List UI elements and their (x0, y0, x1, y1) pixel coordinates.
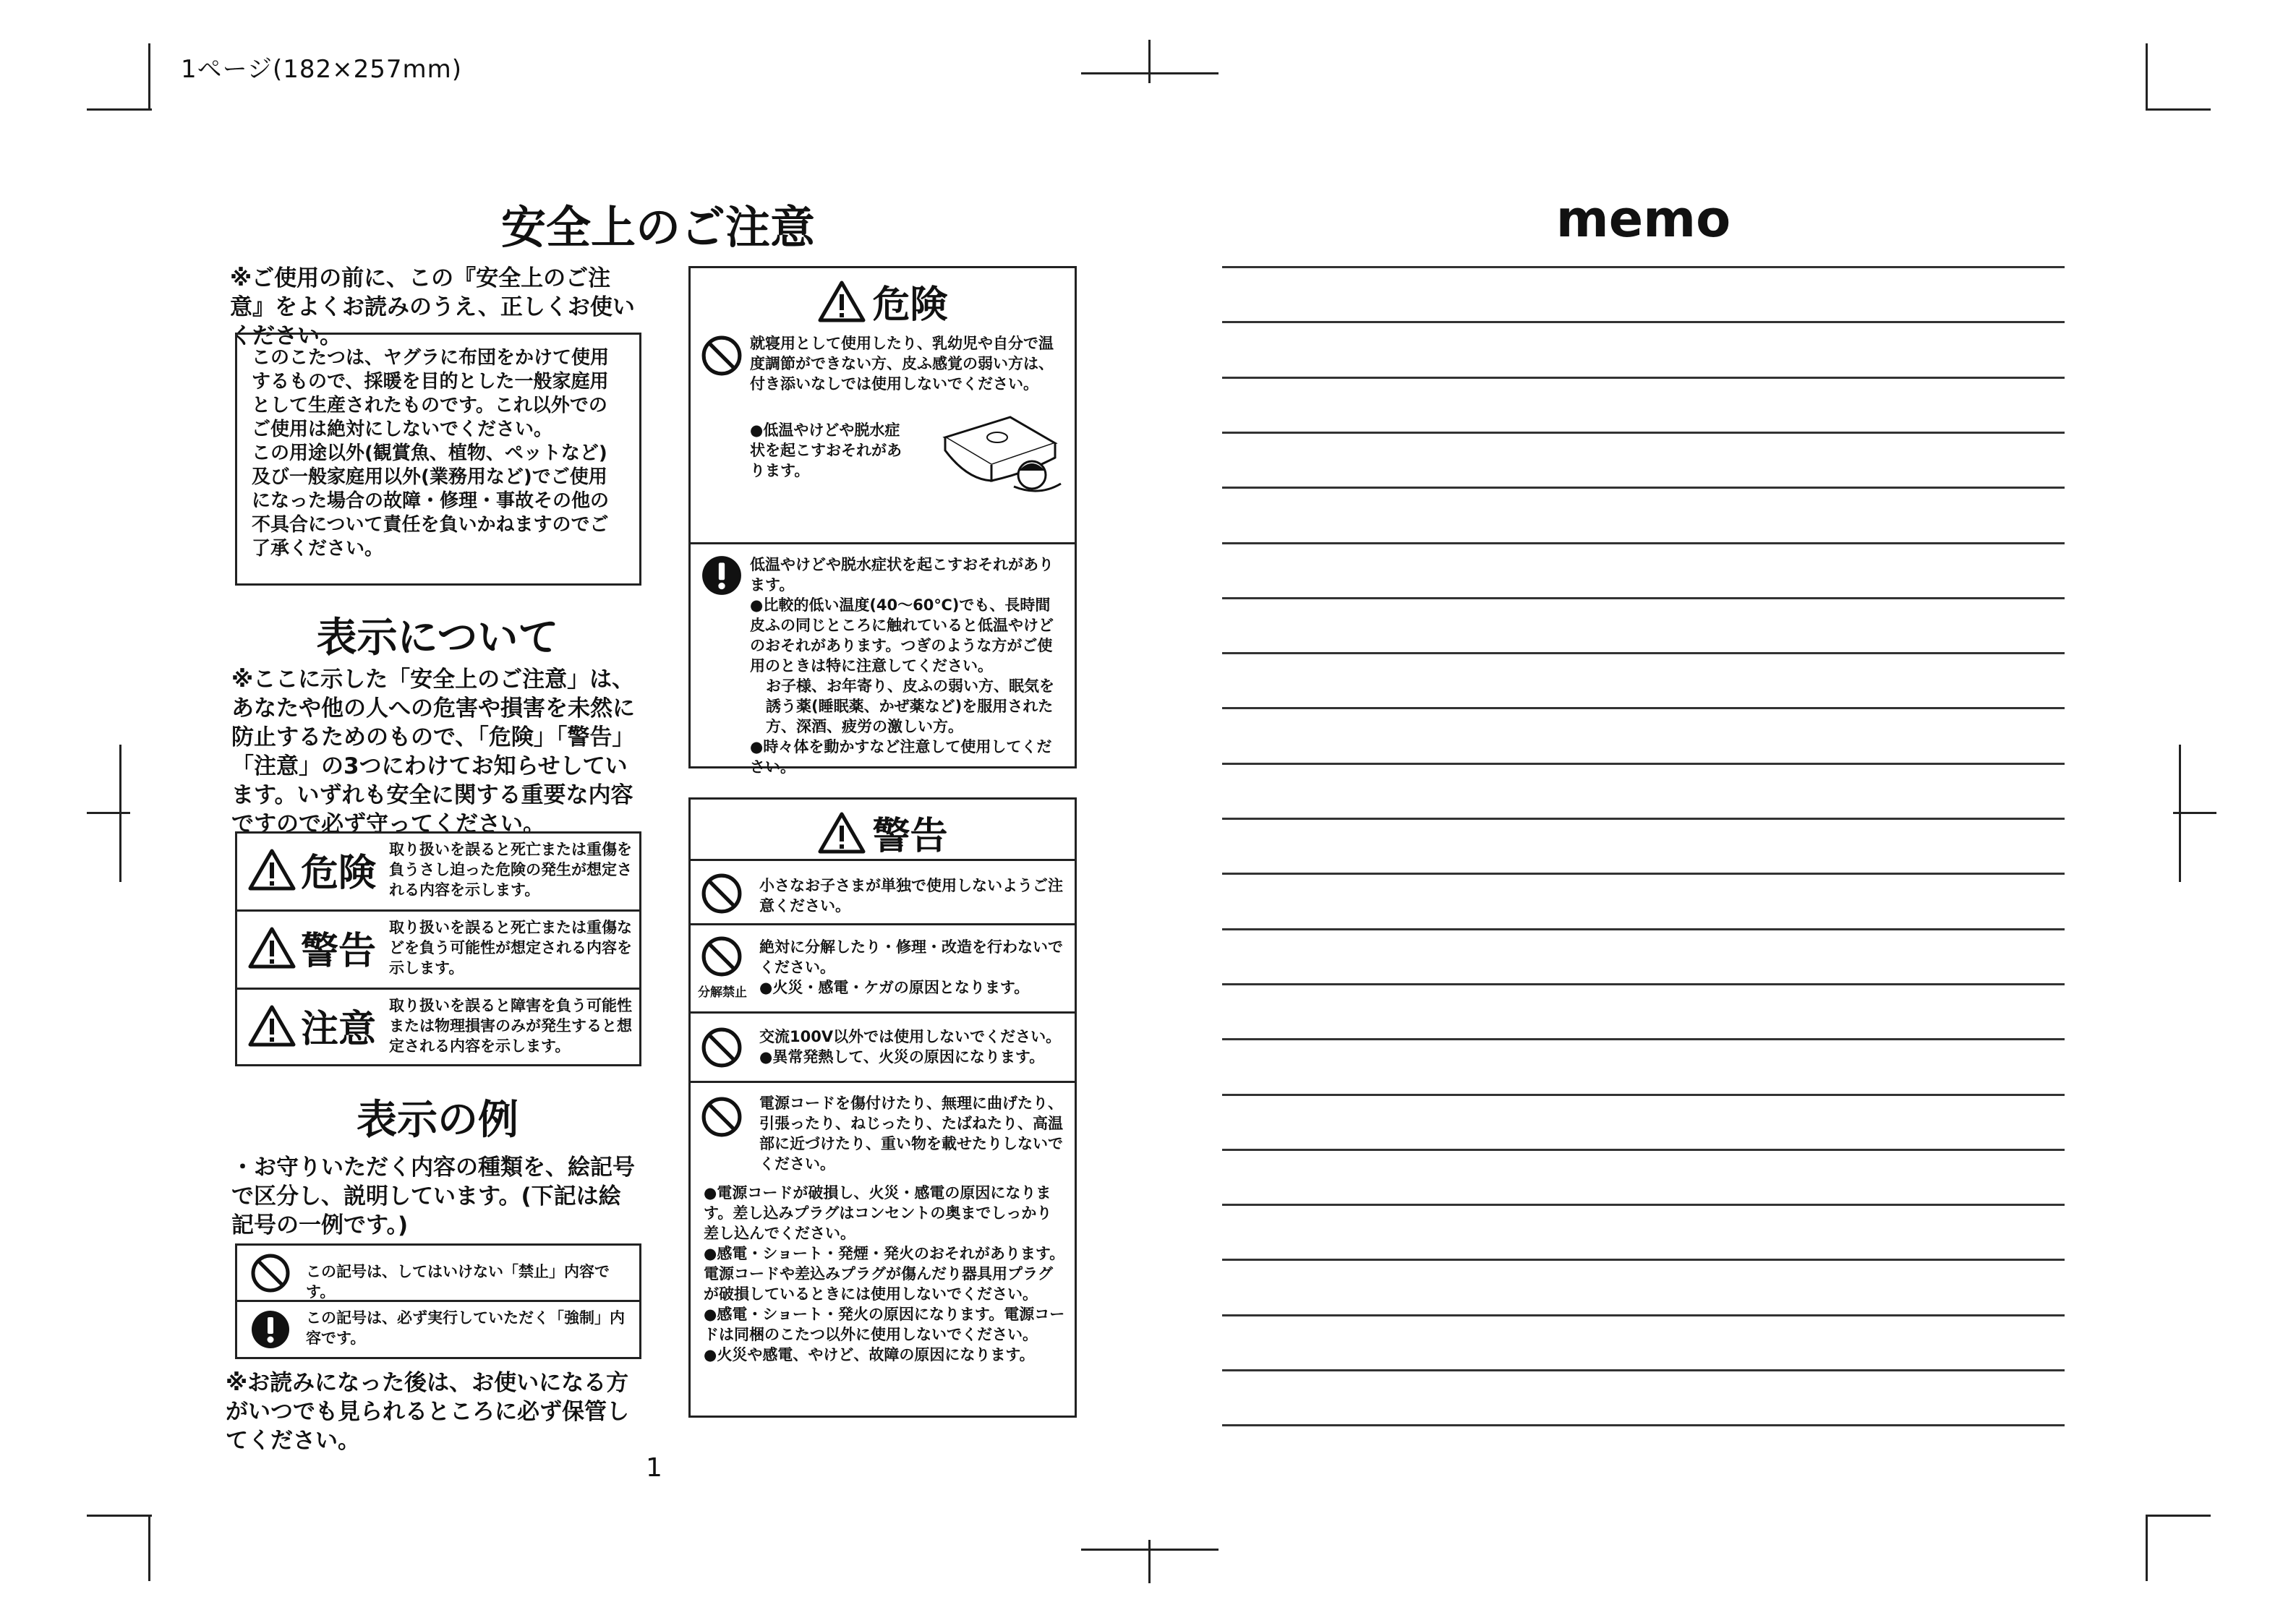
example-text: ・お守りいただく内容の種類を、絵記号で区分し、説明しています。(下記は絵記号の一例です。) (231, 1155, 635, 1238)
danger-section (691, 327, 1075, 544)
warning-section (691, 1083, 1075, 1417)
signal-desc: 取り扱いを誤ると死亡または重傷などを負う可能性が想定される内容を示します。 (389, 919, 632, 977)
signal-row-caution (237, 990, 639, 1066)
signal-word-table (235, 831, 641, 1066)
memo-rule-line (1222, 818, 2065, 820)
memo-rule-line (1222, 487, 2065, 489)
memo-rule-line (1222, 707, 2065, 709)
danger-box (688, 266, 1077, 776)
purpose-box (235, 333, 641, 586)
signal-word: 危険 (301, 852, 377, 895)
intro-text: ※ご使用の前に、この『安全上のご注意』をよくお読みのうえ、正しくお使いください。 (230, 265, 635, 349)
memo-rule-line (1222, 1314, 2065, 1316)
memo-rule-line (1222, 377, 2065, 379)
signal-desc: 取り扱いを誤ると障害を負う可能性または物理損害のみが発生すると想定される内容を示します。 (389, 997, 632, 1055)
memo-rule-line (1222, 873, 2065, 875)
memo-rule-line (1222, 983, 2065, 985)
danger-bullet: ●比較的低い温度(40〜60℃)でも、長時間皮ふの同じところに触れていると低温やけどのおそれがあります。つぎのような方がご使用のときは特に注意してください。 (750, 596, 1054, 675)
signal-word: 警告 (301, 930, 377, 973)
signal-word: 注意 (301, 1008, 377, 1051)
symbol-row-prohibition (237, 1246, 639, 1302)
warning-triangle-icon (817, 280, 866, 323)
warning-title: 警告 (872, 815, 948, 858)
safety-title: 安全上のご注意 (500, 201, 815, 254)
warning-bullet: ●電源コードが破損し、火災・感電の原因になります。差し込みプラグはコンセントの奥までしっかり差し込んでください。 (704, 1184, 1052, 1242)
signal-desc: 取り扱いを誤ると死亡または重傷を負うさし迫った危険の発生が想定される内容を示します。 (389, 841, 632, 899)
prohibition-icon (701, 873, 743, 915)
crop-mark (87, 108, 152, 111)
crop-mark (148, 43, 150, 110)
prohibition-icon (701, 1096, 743, 1138)
crop-mark (1081, 72, 1219, 74)
memo-rule-line (1222, 763, 2065, 765)
warning-triangle-icon (247, 926, 296, 969)
mandatory-icon (250, 1309, 291, 1350)
page-header-label: 1ページ(182×257mm) (181, 55, 463, 84)
crop-mark (2146, 1515, 2148, 1581)
warning-bullet: ●感電・ショート・発煙・発火のおそれがあります。電源コードや差込みプラグが傷んだり器具用プラグが破損しているときには使用しないでください。 (704, 1245, 1065, 1303)
danger-text: 低温やけどや脱水症状を起こすおそれがあります。 (750, 556, 1054, 594)
warning-section (691, 859, 1075, 925)
warning-triangle-icon (817, 811, 866, 855)
danger-title: 危険 (872, 283, 948, 327)
warning-text: 小さなお子さまが単独で使用しないようご注意ください。 (759, 877, 1063, 915)
memo-rule-line (1222, 432, 2065, 434)
crop-mark (2173, 812, 2216, 814)
warning-triangle-icon (247, 1004, 296, 1048)
mandatory-icon (701, 554, 743, 596)
memo-rule-line (1222, 1204, 2065, 1206)
memo-title: memo (1555, 189, 1731, 249)
display-title: 表示について (316, 614, 559, 661)
warning-bullet: ●感電・ショート・発火の原因になります。電源コードは同梱のこたつ以外に使用しないでください。 (704, 1306, 1065, 1343)
warning-title-row (691, 805, 1075, 860)
example-title: 表示の例 (357, 1097, 518, 1144)
signal-row-warning (237, 912, 639, 990)
memo-rule-line (1222, 266, 2065, 268)
warning-section (691, 925, 1075, 1014)
danger-title-row (691, 274, 1075, 328)
memo-rule-line (1222, 542, 2065, 544)
memo-rule-line (1222, 928, 2065, 930)
crop-mark (2146, 1515, 2211, 1517)
kotatsu-illustration (931, 408, 1065, 501)
warning-text: 電源コードを傷付けたり、無理に曲げたり、引張ったり、ねじったり、たばねたり、高温部に近づけたり、重い物を載せたりしないでください。 (759, 1095, 1063, 1173)
danger-text: 就寝用として使用したり、乳幼児や自分で温度調節ができない方、皮ふ感覚の弱い方は、付き添いなしでは使用しないでください。 (750, 335, 1054, 393)
symbol-desc: この記号は、必ず実行していただく「強制」内容です。 (306, 1309, 625, 1347)
crop-mark (2146, 43, 2148, 110)
danger-bullet: ●低温やけどや脱水症状を起こすおそれがあります。 (750, 421, 902, 479)
footer-note: ※お読みになった後は、お使いになる方がいつでも見られるところに必ず保管してください。 (226, 1370, 629, 1454)
memo-rule-line (1222, 1369, 2065, 1371)
page-number: 1 (646, 1453, 662, 1483)
signal-row-danger (237, 834, 639, 912)
crop-mark (87, 812, 130, 814)
crop-mark (148, 1515, 150, 1581)
crop-mark (87, 1515, 152, 1517)
crop-mark (1081, 1549, 1219, 1551)
warning-bullet: ●異常発熱して、火災の原因になります。 (759, 1048, 1045, 1066)
prohibition-icon (701, 1027, 743, 1069)
danger-bullet: ●時々体を動かすなど注意して使用してください。 (750, 738, 1052, 776)
symbol-example-table (235, 1243, 641, 1359)
warning-section (691, 1014, 1075, 1083)
memo-rule-line (1222, 597, 2065, 599)
symbol-row-mandatory (237, 1302, 639, 1358)
memo-rule-line (1222, 1038, 2065, 1040)
memo-rule-line (1222, 652, 2065, 654)
danger-section (691, 544, 1075, 776)
memo-rule-line (1222, 321, 2065, 323)
danger-bullet: お子様、お年寄り、皮ふの弱い方、眠気を誘う薬(睡眠薬、かぜ薬など)を服用された方、深酒、疲労の激しい方。 (766, 677, 1054, 735)
memo-rule-line (1222, 1149, 2065, 1151)
display-text: ※ここに示した「安全上のご注意」は、あなたや他の人への危害や損害を未然に防止するためのもので、「危険」「警告」「注意」の3つにわけてお知らせしています。いずれも安全に関する重要な内容ですので必ず守ってください。 (231, 667, 635, 837)
crop-mark (1148, 1540, 1151, 1583)
prohibition-icon (701, 935, 743, 977)
warning-box (688, 797, 1077, 1418)
warning-triangle-icon (247, 848, 296, 891)
purpose-text: このこたつは、ヤグラに布団をかけて使用するもので、採暖を目的とした一般家庭用として生産されたものです。これ以外でのご使用は絶対にしないでください。 (252, 347, 610, 440)
memo-rule-line (1222, 1424, 2065, 1426)
crop-mark (1148, 40, 1151, 83)
warning-text: 交流100V以外では使用しないでください。 (759, 1028, 1062, 1045)
memo-rule-line (1222, 1094, 2065, 1096)
memo-rule-line (1222, 1259, 2065, 1261)
prohibition-icon (250, 1253, 291, 1293)
crop-mark (2146, 108, 2211, 111)
prohibition-icon (701, 335, 743, 377)
symbol-desc: この記号は、してはいけない「禁止」内容です。 (306, 1263, 610, 1301)
warning-bullet: ●火災や感電、やけど、故障の原因になります。 (704, 1346, 1035, 1363)
disassembly-caption: 分解禁止 (698, 985, 747, 1000)
purpose-text: この用途以外(観賞魚、植物、ペットなど)及び一般家庭用以外(業務用など)でご使用になった場合の故障・修理・事故その他の不具合について責任を負いかねますのでご了承ください。 (252, 442, 610, 560)
warning-text: 絶対に分解したり・修理・改造を行わないでください。 (759, 938, 1063, 976)
warning-bullet: ●火災・感電・ケガの原因となります。 (759, 979, 1030, 996)
